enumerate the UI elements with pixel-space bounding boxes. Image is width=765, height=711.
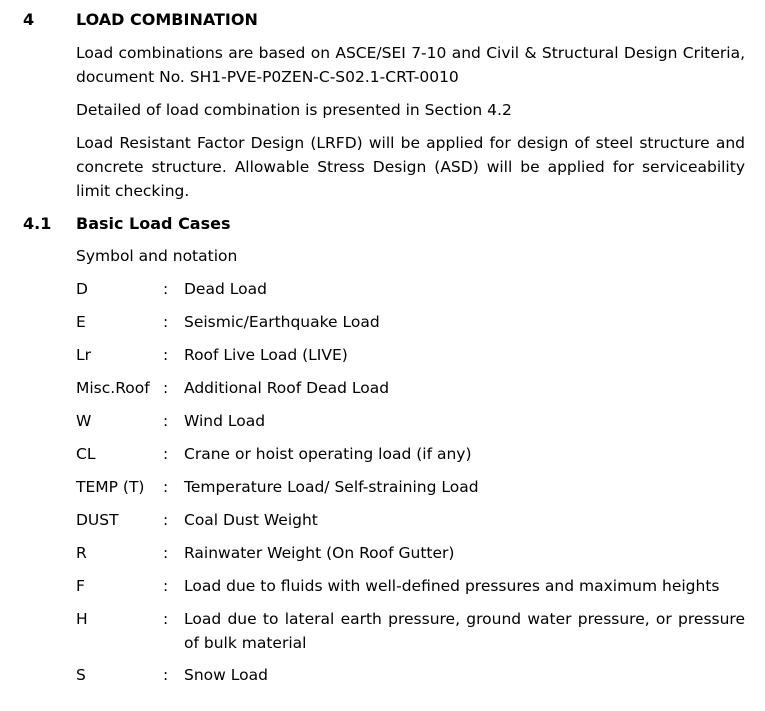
notation-description: Seismic/Earthquake Load [184, 313, 380, 331]
notation-symbol: E [76, 313, 86, 331]
notation-row [76, 409, 745, 433]
notation-symbol: CL [76, 445, 96, 463]
notation-symbol: DUST [76, 511, 119, 529]
notation-separator: : [163, 544, 169, 562]
notation-row [76, 442, 745, 466]
notation-description: Roof Live Load (LIVE) [184, 346, 348, 364]
notation-symbol: W [76, 412, 92, 430]
section-paragraph-3: Load Resistant Factor Design (LRFD) will be applied for design of steel structure and concrete structure. Allowable Stress Design (ASD) will be applied for serviceability limit checking. [76, 134, 745, 200]
notation-separator: : [163, 313, 169, 331]
notation-description: Coal Dust Weight [184, 511, 318, 529]
section-paragraph-1: Load combinations are based on ASCE/SEI 7-10 and Civil & Structural Design Criteria, document No. SH1-PVE-P0ZEN-C-S02.1-CRT-0010 [76, 44, 745, 86]
notation-symbol: D [76, 280, 88, 298]
notation-symbol: S [76, 666, 86, 684]
notation-symbol: Lr [76, 346, 92, 364]
notation-description: Load due to lateral earth pressure, ground water pressure, or pressure of bulk material [184, 610, 745, 652]
notation-description: Snow Load [184, 666, 268, 684]
notation-description: Temperature Load/ Self-straining Load [184, 478, 479, 496]
section-number: 4 [23, 10, 35, 29]
notation-separator: : [163, 379, 169, 397]
subsection-title: Basic Load Cases [76, 214, 231, 233]
notation-separator: : [163, 511, 169, 529]
notation-row [76, 475, 745, 499]
notation-separator: : [163, 412, 169, 430]
section-title: LOAD COMBINATION [76, 10, 258, 29]
notation-row [76, 310, 745, 334]
notation-symbol: F [76, 577, 85, 595]
notation-separator: : [163, 280, 169, 298]
notation-separator: : [163, 666, 169, 684]
notation-separator: : [163, 445, 169, 463]
notation-description: Crane or hoist operating load (if any) [184, 445, 472, 463]
notation-symbol: Misc.Roof [76, 379, 150, 397]
notation-separator: : [163, 610, 169, 628]
notation-row [76, 607, 745, 655]
notation-symbol: TEMP (T) [76, 478, 145, 496]
notation-row [76, 574, 745, 598]
notation-description: Load due to fluids with well-defined pressures and maximum heights [184, 577, 720, 595]
subsection-intro: Symbol and notation [76, 247, 238, 265]
subsection-number: 4.1 [23, 214, 52, 233]
notation-description: Wind Load [184, 412, 266, 430]
notation-description: Rainwater Weight (On Roof Gutter) [184, 544, 455, 562]
notation-row [76, 663, 745, 687]
notation-separator: : [163, 346, 169, 364]
notation-row [76, 376, 745, 400]
notation-symbol: H [76, 610, 88, 628]
notation-separator: : [163, 478, 169, 496]
notation-row [76, 343, 745, 367]
notation-row [76, 541, 745, 565]
section-paragraph-2: Detailed of load combination is presented in Section 4.2 [76, 101, 512, 119]
notation-separator: : [163, 577, 169, 595]
notation-symbol: R [76, 544, 87, 562]
notation-description: Dead Load [184, 280, 267, 298]
notation-description: Additional Roof Dead Load [184, 379, 390, 397]
notation-row [76, 277, 745, 301]
notation-row [76, 508, 745, 532]
